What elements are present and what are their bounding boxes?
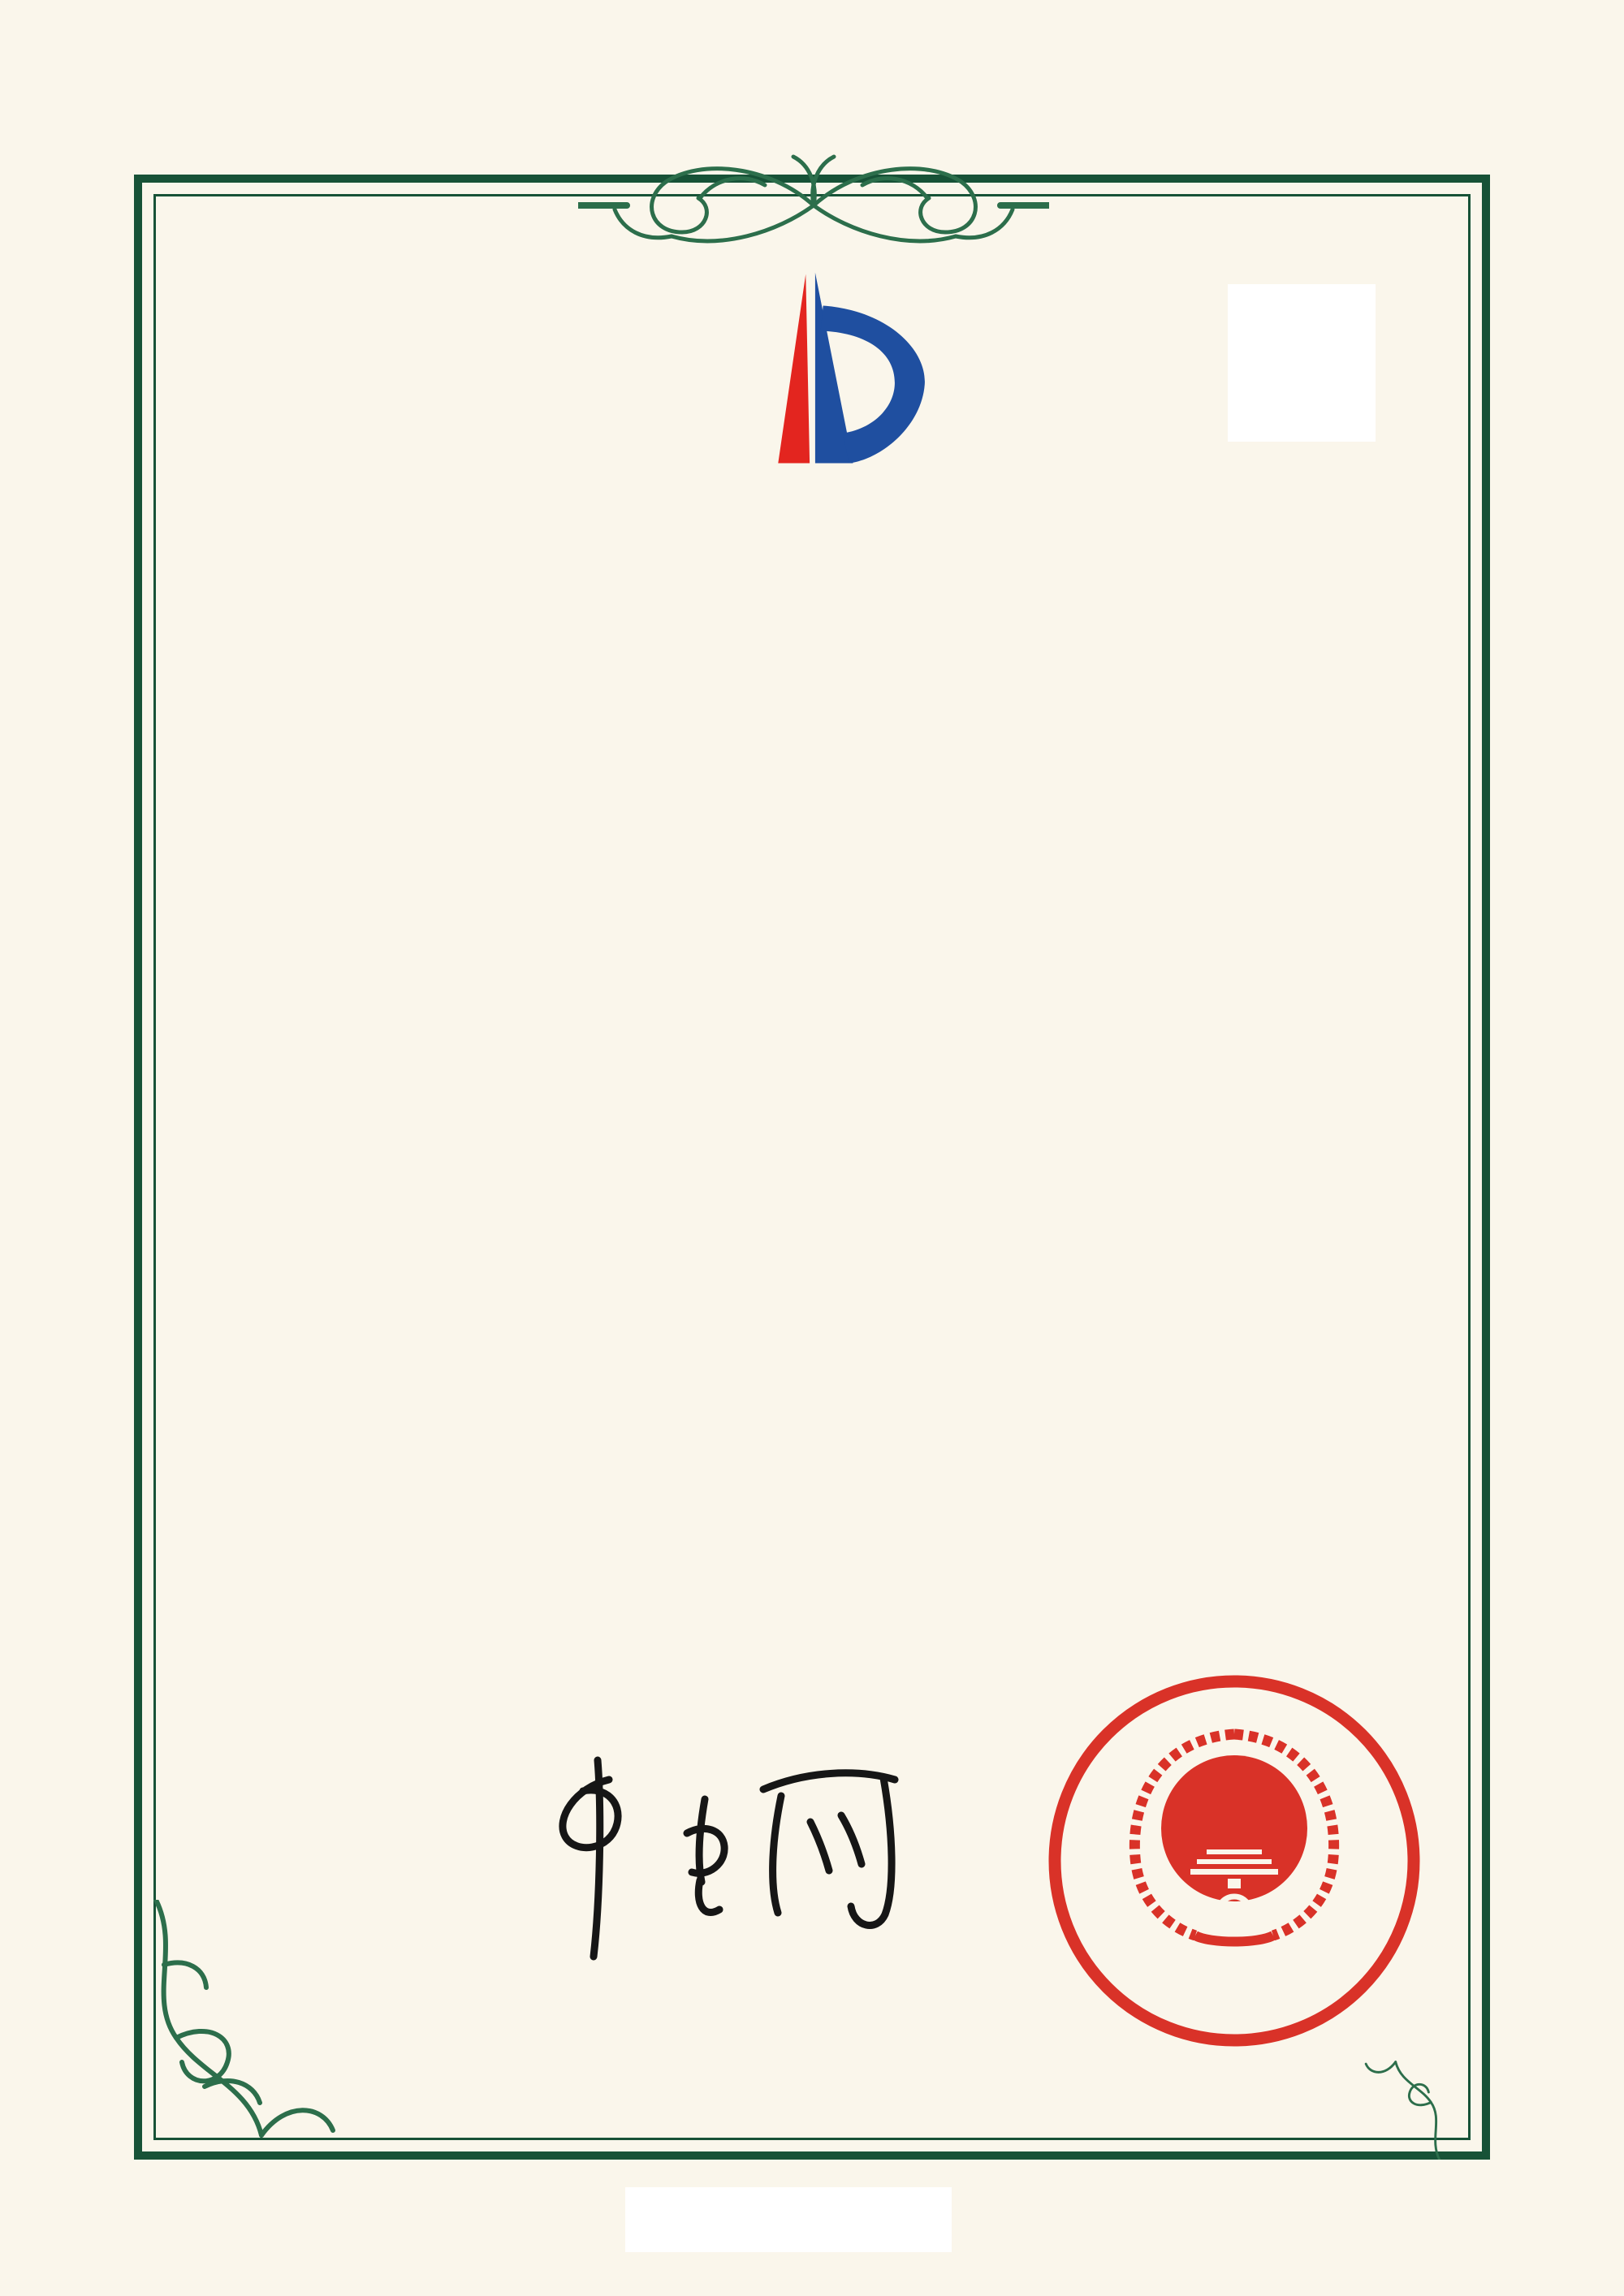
signature-script: [487, 1737, 926, 1981]
continuation-note-box: [625, 2187, 952, 2252]
qr-code: [1245, 305, 1358, 419]
field-row-inventor: [213, 766, 450, 805]
field-row-utility-model-name: [213, 672, 450, 712]
field-row-address: [213, 1140, 450, 1180]
cnipa-logo: [694, 265, 931, 477]
qr-code-box: [1228, 284, 1376, 442]
top-ornament: [578, 128, 1049, 283]
field-row-patent-number: [213, 859, 450, 899]
official-seal: [1030, 1656, 1439, 2065]
corner-flourish-bottom-right: [1317, 2052, 1488, 2160]
field-row-grant-number: [812, 1263, 828, 1303]
barcode: [234, 1694, 648, 1733]
field-row-filing-date: [213, 952, 450, 992]
field-row-grant-date: [213, 1263, 450, 1303]
corner-flourish-bottom-left: [140, 1900, 351, 2158]
national-emblem: [1134, 1734, 1333, 1942]
field-row-patentee: [213, 1046, 450, 1085]
